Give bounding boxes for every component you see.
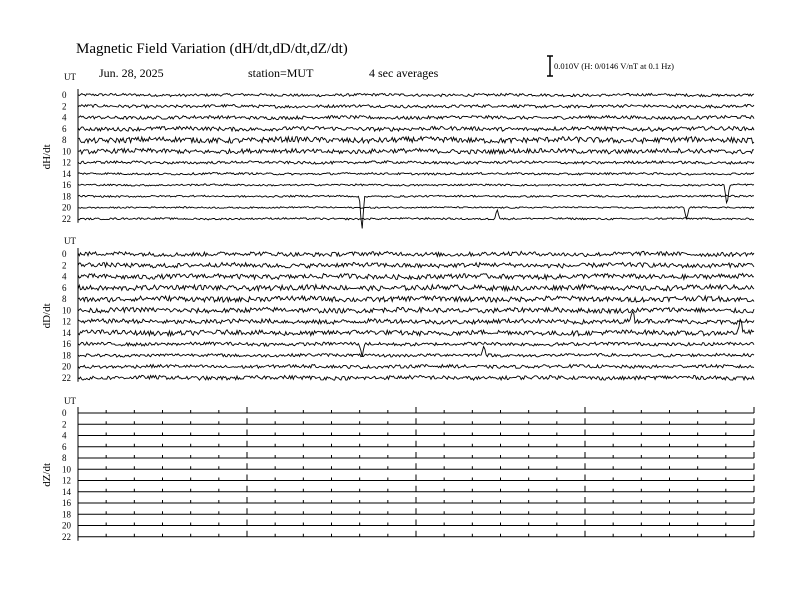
hour-label: 20 bbox=[62, 520, 71, 531]
trace-line bbox=[78, 347, 754, 358]
hour-label: 14 bbox=[62, 327, 71, 338]
hour-label: 10 bbox=[62, 305, 71, 316]
hour-label: 12 bbox=[62, 157, 71, 168]
trace-line bbox=[78, 251, 754, 256]
panel-dz-dt bbox=[41, 396, 754, 542]
trace-line bbox=[78, 149, 754, 154]
trace-line bbox=[78, 137, 754, 144]
hour-label: 8 bbox=[62, 135, 67, 145]
trace-line bbox=[78, 285, 754, 291]
ut-label: UT bbox=[64, 236, 76, 246]
hour-label: 16 bbox=[62, 180, 71, 190]
trace-line bbox=[78, 375, 754, 380]
ut-label: UT bbox=[64, 396, 76, 406]
hour-label: 2 bbox=[62, 419, 67, 430]
hour-label: 14 bbox=[62, 168, 71, 179]
hour-label: 16 bbox=[62, 498, 71, 508]
hour-label: 0 bbox=[62, 90, 67, 100]
hour-label: 12 bbox=[62, 316, 71, 327]
hour-label: 22 bbox=[62, 213, 71, 224]
panel-dd-dt bbox=[41, 236, 754, 383]
hour-label: 4 bbox=[62, 271, 67, 282]
trace-line bbox=[78, 296, 754, 302]
station-label: station=MUT bbox=[248, 66, 314, 80]
trace-line bbox=[78, 274, 754, 280]
trace-line bbox=[78, 116, 754, 120]
trace-line bbox=[78, 184, 754, 203]
trace-line bbox=[78, 93, 754, 96]
hour-label: 0 bbox=[62, 249, 67, 259]
hour-label: 22 bbox=[62, 531, 71, 542]
hour-label: 6 bbox=[62, 123, 67, 134]
chart-date: Jun. 28, 2025 bbox=[99, 66, 164, 80]
scale-label: 0.010V (H: 0/0146 V/nT at 0.1 Hz) bbox=[554, 61, 674, 71]
hour-label: 18 bbox=[62, 509, 71, 520]
hour-label: 20 bbox=[62, 361, 71, 372]
scale-bar bbox=[547, 56, 553, 76]
trace-line bbox=[78, 207, 754, 219]
averaging-label: 4 sec averages bbox=[369, 66, 439, 80]
hour-label: 2 bbox=[62, 101, 67, 112]
panel-dh-dt bbox=[41, 72, 754, 229]
hour-label: 12 bbox=[62, 475, 71, 486]
trace-line bbox=[78, 104, 754, 108]
hour-label: 8 bbox=[62, 294, 67, 304]
trace-line bbox=[78, 126, 754, 131]
hour-label: 18 bbox=[62, 191, 71, 202]
hour-label: 6 bbox=[62, 282, 67, 293]
trace-line bbox=[78, 262, 754, 268]
hour-label: 14 bbox=[62, 486, 71, 497]
trace-line bbox=[78, 307, 754, 313]
hour-label: 4 bbox=[62, 430, 67, 441]
trace-line bbox=[78, 311, 754, 324]
y-axis-label: dH/dt bbox=[41, 144, 53, 170]
trace-line bbox=[78, 161, 754, 164]
trace-line bbox=[78, 195, 754, 228]
hour-label: 10 bbox=[62, 146, 71, 157]
hour-label: 4 bbox=[62, 112, 67, 123]
trace-line bbox=[78, 173, 754, 176]
y-axis-label: dD/dt bbox=[41, 303, 53, 329]
hour-label: 0 bbox=[62, 408, 67, 418]
hour-label: 18 bbox=[62, 350, 71, 361]
hour-label: 20 bbox=[62, 202, 71, 213]
y-axis-label: dZ/dt bbox=[41, 462, 53, 487]
ut-label: UT bbox=[64, 72, 76, 82]
chart-title: Magnetic Field Variation (dH/dt,dD/dt,dZ/dt) bbox=[76, 41, 348, 57]
hour-label: 22 bbox=[62, 372, 71, 383]
trace-line bbox=[78, 210, 754, 220]
hour-label: 6 bbox=[62, 441, 67, 452]
hour-label: 2 bbox=[62, 260, 67, 271]
hour-label: 8 bbox=[62, 453, 67, 463]
hour-label: 16 bbox=[62, 339, 71, 349]
trace-line bbox=[78, 365, 754, 369]
hour-label: 10 bbox=[62, 464, 71, 475]
